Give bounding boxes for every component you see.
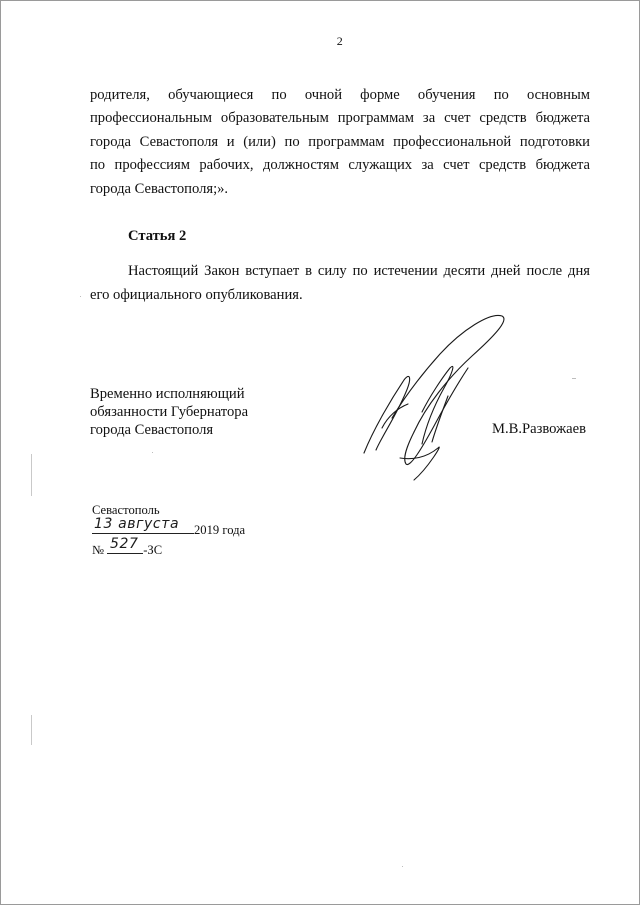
scan-dot [80,296,81,297]
paragraph-line: родителя, обучающиеся по очной форме обучения по основным [90,87,590,103]
scan-dot [152,452,153,453]
article-body [90,259,590,307]
handwritten-number: 527 [110,536,139,552]
scan-mark [31,454,32,496]
footer-number-row [92,536,245,560]
article-heading: Статья 2 [128,228,187,244]
page-number: 2 [336,34,344,48]
scan-mark [31,715,32,745]
document-footer [92,500,245,560]
footer-year: 2019 года [194,523,246,537]
paragraph-last-line: города Севастополя;». [90,180,229,197]
paragraph-line: по профессиям рабочих, должностям служащих за счет средств бюджета [90,157,590,174]
article-line: Настоящий Закон вступает в силу по истечении десяти дней после дня [128,263,590,279]
footer-city: Севастополь [92,503,160,517]
signatory-name: М.В.Развожаев [492,421,587,437]
signatory-title-line: обязанности Губернатора [90,404,249,420]
paragraph-line: города Севастополя и (или) по программам профессиональной подготовки [90,133,590,150]
scan-dot [572,378,576,379]
signatory-title-line: Временно исполняющий [90,386,245,402]
signatory-title [90,385,248,439]
scan-dot [402,866,403,867]
paragraph-line: профессиональным образовательным программам за счет средств бюджета [90,110,590,127]
footer-number-suffix: -ЗС [143,543,163,557]
signatory-title-line: города Севастополя [90,422,214,438]
continuation-paragraph [90,84,590,201]
handwritten-signature [352,308,512,488]
article-line: его официального опубликования. [90,287,303,303]
footer-number-sign: № [92,543,105,557]
handwritten-date: 13 августа [94,516,180,532]
